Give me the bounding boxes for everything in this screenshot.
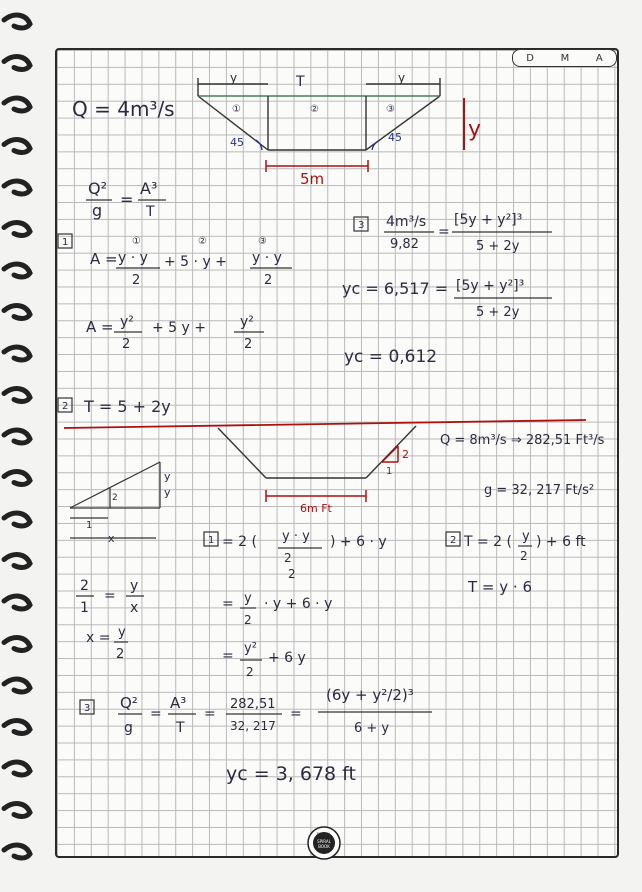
crit2-q2: Q² bbox=[120, 694, 138, 712]
depth-label: y bbox=[468, 117, 482, 142]
slope-hyp bbox=[382, 446, 398, 462]
eq3-den: 9,82 bbox=[390, 237, 419, 252]
area-num: y · y bbox=[282, 529, 310, 544]
step-1-number: 1 bbox=[62, 237, 69, 248]
tri-1-label: 1 bbox=[86, 520, 93, 531]
tri-y-mid: 2 bbox=[112, 493, 118, 503]
area-mid-den: 2 bbox=[284, 551, 292, 565]
area2-term1-num: y² bbox=[120, 314, 134, 330]
step-3b-number: 3 bbox=[84, 703, 91, 714]
crit2-rhs-den: 6 + y bbox=[354, 721, 390, 736]
area-line3-rest: + 6 y bbox=[268, 650, 306, 666]
crit-g: g bbox=[92, 201, 103, 220]
dim-y-right: y bbox=[398, 71, 406, 85]
bottom-width-label: 5m bbox=[300, 170, 325, 188]
area-den: 2 bbox=[288, 567, 296, 581]
eq4-rhs-num: [5y + y²]³ bbox=[456, 278, 525, 294]
slope-v-label: 2 bbox=[402, 448, 409, 461]
eq4-rhs-den: 5 + 2y bbox=[476, 305, 520, 320]
crit2-a3: A³ bbox=[170, 694, 187, 712]
eq3-rhs-num: [5y + y²]³ bbox=[454, 212, 523, 228]
date-year-label: A bbox=[595, 52, 603, 64]
area-line2-rest: · y + 6 · y bbox=[264, 596, 333, 612]
eq3-equals: = bbox=[438, 224, 450, 240]
date-day-label: D bbox=[526, 52, 534, 64]
area-term3-den: 2 bbox=[264, 273, 273, 288]
area-line2-den: 2 bbox=[244, 613, 252, 627]
section-2-mark: ② bbox=[310, 104, 319, 115]
area-term1-num: y · y bbox=[118, 250, 148, 266]
x-den: 2 bbox=[116, 647, 125, 662]
crit2-t: T bbox=[176, 720, 185, 736]
ratio-equals: = bbox=[104, 588, 116, 604]
ratio-top-left: 2 bbox=[80, 578, 89, 594]
area-suffix: ) + 6 · y bbox=[330, 534, 387, 550]
crit2-eq1: = bbox=[150, 706, 162, 722]
area-lhs: A = bbox=[90, 250, 118, 268]
area2-term3-den: 2 bbox=[244, 337, 253, 352]
logo-mid-text-1: SPIRAL bbox=[317, 839, 331, 844]
flow-rate-line: Q = 8m³/s ⇒ 282,51 Ft³/s bbox=[440, 433, 605, 448]
x-equals: x = bbox=[86, 630, 111, 646]
area2-lhs: A = bbox=[86, 318, 114, 336]
angle-right: 45 bbox=[388, 131, 402, 144]
area-term3-num: y · y bbox=[252, 250, 282, 266]
area2-term1-den: 2 bbox=[122, 337, 131, 352]
final-result: yc = 3, 678 ft bbox=[226, 763, 356, 785]
area-term1-den: 2 bbox=[132, 273, 141, 288]
crit2-g: g bbox=[124, 720, 133, 736]
crit2-den-val: 32, 217 bbox=[230, 719, 276, 733]
crit2-eq2: = bbox=[204, 706, 216, 722]
dim-y-left: y bbox=[230, 71, 238, 85]
crit-equals: = bbox=[120, 190, 134, 209]
area-line3-num: y² bbox=[244, 641, 257, 656]
eq3-rhs-den: 5 + 2y bbox=[476, 239, 520, 254]
T-num: y bbox=[522, 529, 530, 544]
ratio-bottom-left: 1 bbox=[80, 600, 89, 616]
step-3-number: 3 bbox=[358, 220, 365, 231]
angle-left: 45 bbox=[230, 136, 244, 149]
eq3-num: 4m³/s bbox=[386, 214, 427, 230]
crit-t: T bbox=[146, 204, 155, 220]
dim-top-width: T bbox=[296, 74, 305, 90]
bottom-width-label-2: 6m Ft bbox=[300, 502, 332, 515]
x-num: y bbox=[118, 625, 126, 640]
logo-top-text: ESPIRAL bbox=[316, 832, 332, 836]
section-1-mark: ① bbox=[232, 104, 241, 115]
date-month-label: M bbox=[560, 52, 570, 64]
ratio-bottom-right: x bbox=[130, 600, 139, 616]
tri-y-right: y bbox=[164, 470, 171, 483]
flow-rate-given: Q = 4m³/s bbox=[72, 97, 175, 121]
area-line2-num: y bbox=[244, 591, 252, 606]
area-line3-den: 2 bbox=[246, 665, 254, 679]
area-line3-eq: = bbox=[222, 648, 234, 664]
tri-y-right-2: y bbox=[164, 486, 171, 499]
logo-mid-text-2: BOOK bbox=[318, 844, 330, 849]
gravity-line: g = 32, 217 Ft/s² bbox=[484, 483, 595, 498]
eq4-lhs: yc = 6,517 = bbox=[342, 279, 449, 298]
slope-h-label: 1 bbox=[386, 466, 393, 477]
crit2-eq3: = bbox=[290, 706, 302, 722]
T-prefix: T = 2 ( bbox=[464, 534, 513, 550]
step-2-number: 2 bbox=[62, 401, 69, 412]
ratio-top-right: y bbox=[130, 578, 139, 594]
step-1b-number: 1 bbox=[208, 535, 215, 546]
area-line2-eq: = bbox=[222, 596, 234, 612]
tri-x-label: x bbox=[108, 532, 115, 545]
T-den: 2 bbox=[520, 549, 528, 563]
area-mark-1: ① bbox=[132, 236, 141, 247]
crit-q2: Q² bbox=[88, 179, 108, 198]
area-prefix: = 2 ( bbox=[222, 534, 257, 550]
area2-term2: + 5 y + bbox=[152, 320, 207, 336]
crit-a3: A³ bbox=[140, 179, 158, 198]
area-term2: + 5 · y + bbox=[164, 254, 227, 270]
area-mark-3: ③ bbox=[258, 236, 267, 247]
result-1: yc = 0,612 bbox=[344, 347, 438, 367]
spiral-book-logo bbox=[307, 826, 341, 860]
T-result: T = y · 6 bbox=[468, 578, 532, 596]
angle-arc-left bbox=[256, 140, 262, 150]
area-mark-2: ② bbox=[198, 236, 207, 247]
area2-term3-num: y² bbox=[240, 314, 254, 330]
top-width-eq: T = 5 + 2y bbox=[84, 397, 171, 416]
section-separator bbox=[64, 420, 586, 428]
crit2-rhs-num: (6y + y²/2)³ bbox=[326, 686, 414, 704]
step-2b-number: 2 bbox=[450, 535, 457, 546]
T-suffix: ) + 6 ft bbox=[536, 534, 586, 550]
section-3-mark: ③ bbox=[386, 104, 395, 115]
crit2-num-val: 282,51 bbox=[230, 697, 276, 712]
